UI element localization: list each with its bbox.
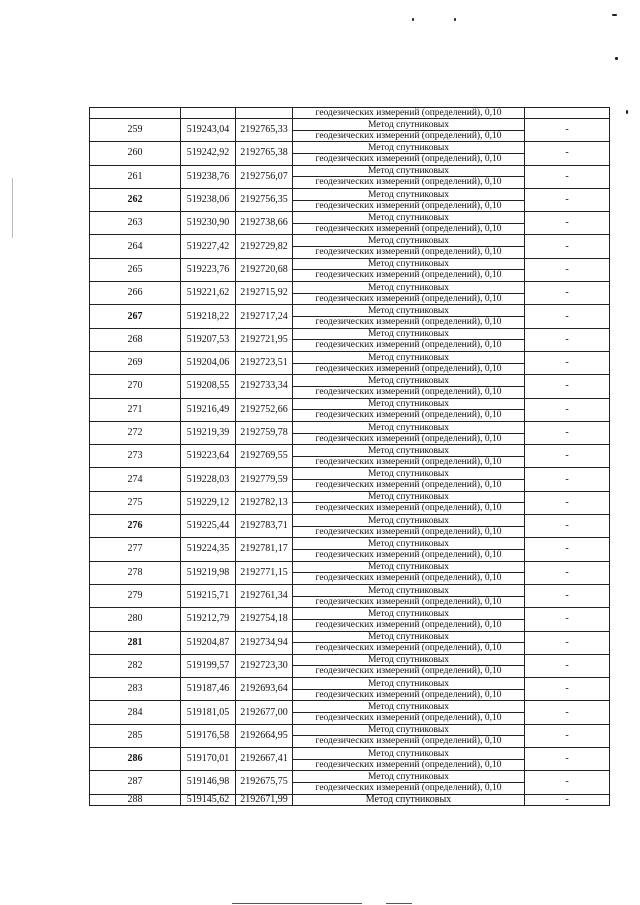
point-number-cell: 275 xyxy=(90,491,181,514)
x-coordinate-cell: 519187,46 xyxy=(181,678,236,701)
y-coordinate-cell: 2192738,66 xyxy=(236,212,293,235)
error-cell: - xyxy=(525,468,610,491)
table-row xyxy=(90,282,610,305)
x-coordinate-cell: 519238,76 xyxy=(181,165,236,188)
x-coordinate-cell: 519207,53 xyxy=(181,328,236,351)
method-accuracy: геодезических измерений (определений), 0,10 xyxy=(315,503,502,514)
scan-speck xyxy=(626,110,628,114)
y-coordinate-cell xyxy=(236,108,293,119)
method-accuracy: геодезических измерений (определений), 0,10 xyxy=(315,223,502,234)
table-row xyxy=(90,258,610,281)
table-row xyxy=(90,794,610,805)
method-cell xyxy=(293,701,525,724)
x-coordinate-cell: 519229,12 xyxy=(181,491,236,514)
method-accuracy: геодезических измерений (определений), 0,10 xyxy=(315,713,502,724)
method-accuracy: геодезических измерений (определений), 0,10 xyxy=(315,270,502,281)
method-title: Метод спутниковых xyxy=(293,562,525,573)
y-coordinate-cell: 2192782,13 xyxy=(236,491,293,514)
point-number-cell: 266 xyxy=(90,282,181,305)
footer-rule xyxy=(386,903,412,904)
coordinates-table xyxy=(89,107,610,806)
method-title: Метод спутниковых xyxy=(293,679,525,690)
table-row xyxy=(90,165,610,188)
table-row xyxy=(90,631,610,654)
y-coordinate-cell: 2192729,82 xyxy=(236,235,293,258)
x-coordinate-cell: 519242,92 xyxy=(181,142,236,165)
table-row xyxy=(90,328,610,351)
method-cell xyxy=(293,468,525,491)
point-number-cell: 274 xyxy=(90,468,181,491)
error-cell: - xyxy=(525,515,610,538)
point-number-cell: 286 xyxy=(90,748,181,771)
method-accuracy: геодезических измерений (определений), 0,10 xyxy=(315,130,502,141)
y-coordinate-cell: 2192720,68 xyxy=(236,258,293,281)
method-title: Метод спутниковых xyxy=(293,586,525,597)
scan-speck xyxy=(615,57,618,60)
point-number-cell: 272 xyxy=(90,421,181,444)
method-accuracy: геодезических измерений (определений), 0,10 xyxy=(315,433,502,444)
scan-edge-line xyxy=(12,178,13,238)
table-row xyxy=(90,515,610,538)
method-title: Метод спутниковых xyxy=(293,539,525,550)
method-accuracy: геодезических измерений (определений), 0,10 xyxy=(315,549,502,560)
point-number-cell: 287 xyxy=(90,771,181,794)
error-cell: - xyxy=(525,608,610,631)
method-cell xyxy=(293,212,525,235)
y-coordinate-cell: 2192693,64 xyxy=(236,678,293,701)
method-accuracy: геодезических измерений (определений), 0,10 xyxy=(315,410,502,421)
point-number-cell: 284 xyxy=(90,701,181,724)
method-title: Метод спутниковых xyxy=(293,655,525,666)
error-cell: - xyxy=(525,258,610,281)
coordinates-table-body xyxy=(90,108,610,806)
method-cell xyxy=(293,771,525,794)
method-title: Метод спутниковых xyxy=(293,329,525,340)
method-cell xyxy=(293,282,525,305)
point-number-cell: 260 xyxy=(90,142,181,165)
point-number-cell: 265 xyxy=(90,258,181,281)
x-coordinate-cell: 519227,42 xyxy=(181,235,236,258)
point-number-cell: 261 xyxy=(90,165,181,188)
error-cell: - xyxy=(525,724,610,747)
y-coordinate-cell: 2192733,34 xyxy=(236,375,293,398)
table-row xyxy=(90,188,610,211)
y-coordinate-cell: 2192783,71 xyxy=(236,515,293,538)
method-accuracy: геодезических измерений (определений), 0,10 xyxy=(315,666,502,677)
table-row xyxy=(90,724,610,747)
point-number-cell: 271 xyxy=(90,398,181,421)
error-cell: - xyxy=(525,561,610,584)
table-row xyxy=(90,491,610,514)
method-title: Метод спутниковых xyxy=(293,446,525,457)
x-coordinate-cell: 519199,57 xyxy=(181,654,236,677)
y-coordinate-cell: 2192765,33 xyxy=(236,119,293,142)
y-coordinate-cell: 2192664,95 xyxy=(236,724,293,747)
table-row xyxy=(90,584,610,607)
table-row xyxy=(90,212,610,235)
method-accuracy: геодезических измерений (определений), 0,10 xyxy=(315,153,502,164)
point-number-cell: 285 xyxy=(90,724,181,747)
x-coordinate-cell: 519219,39 xyxy=(181,421,236,444)
method-title: Метод спутниковых xyxy=(293,376,525,387)
method-title: Метод спутниковых xyxy=(293,306,525,317)
method-accuracy: геодезических измерений (определений), 0,10 xyxy=(315,247,502,258)
point-number-cell: 259 xyxy=(90,119,181,142)
y-coordinate-cell: 2192715,92 xyxy=(236,282,293,305)
method-title: Метод спутниковых xyxy=(293,190,525,201)
y-coordinate-cell: 2192675,75 xyxy=(236,771,293,794)
scan-speck xyxy=(612,14,617,16)
y-coordinate-cell: 2192677,00 xyxy=(236,701,293,724)
x-coordinate-cell: 519216,49 xyxy=(181,398,236,421)
table-row xyxy=(90,561,610,584)
error-cell: - xyxy=(525,375,610,398)
error-cell: - xyxy=(525,748,610,771)
error-cell: - xyxy=(525,701,610,724)
x-coordinate-cell: 519221,62 xyxy=(181,282,236,305)
method-accuracy: геодезических измерений (определений), 0,10 xyxy=(315,200,502,211)
error-cell: - xyxy=(525,119,610,142)
method-cell: Метод спутниковых xyxy=(293,794,525,805)
error-cell: - xyxy=(525,678,610,701)
method-title: Метод спутниковых xyxy=(293,492,525,503)
point-number-cell: 277 xyxy=(90,538,181,561)
method-cell xyxy=(293,305,525,328)
point-number-cell: 279 xyxy=(90,584,181,607)
error-cell: - xyxy=(525,305,610,328)
x-coordinate-cell: 519204,87 xyxy=(181,631,236,654)
point-number-cell: 288 xyxy=(90,794,181,805)
error-cell xyxy=(525,108,610,119)
x-coordinate-cell: 519181,05 xyxy=(181,701,236,724)
error-cell: - xyxy=(525,235,610,258)
error-cell: - xyxy=(525,771,610,794)
method-title: Метод спутниковых xyxy=(293,166,525,177)
method-accuracy: геодезических измерений (определений), 0,10 xyxy=(315,782,502,793)
method-title: Метод спутниковых xyxy=(293,516,525,527)
x-coordinate-cell: 519238,06 xyxy=(181,188,236,211)
footer-rule xyxy=(232,903,362,904)
y-coordinate-cell: 2192754,18 xyxy=(236,608,293,631)
error-cell: - xyxy=(525,165,610,188)
y-coordinate-cell: 2192756,35 xyxy=(236,188,293,211)
method-accuracy: геодезических измерений (определений), 0,10 xyxy=(315,619,502,630)
x-coordinate-cell: 519225,44 xyxy=(181,515,236,538)
y-coordinate-cell: 2192717,24 xyxy=(236,305,293,328)
method-accuracy: геодезических измерений (определений), 0,10 xyxy=(315,363,502,374)
method-cell xyxy=(293,235,525,258)
method-cell xyxy=(293,188,525,211)
error-cell: - xyxy=(525,794,610,805)
method-title: Метод спутниковых xyxy=(293,259,525,270)
method-accuracy: геодезических измерений (определений), 0,10 xyxy=(315,689,502,700)
table-row xyxy=(90,375,610,398)
error-cell: - xyxy=(525,398,610,421)
error-cell: - xyxy=(525,491,610,514)
x-coordinate-cell: 519176,58 xyxy=(181,724,236,747)
scan-speck xyxy=(454,18,456,21)
point-number-cell: 263 xyxy=(90,212,181,235)
x-coordinate-cell: 519145,62 xyxy=(181,794,236,805)
x-coordinate-cell: 519223,64 xyxy=(181,445,236,468)
error-cell: - xyxy=(525,212,610,235)
method-accuracy: геодезических измерений (определений), 0,10 xyxy=(315,643,502,654)
method-title: Метод спутниковых xyxy=(293,143,525,154)
table-row xyxy=(90,748,610,771)
error-cell: - xyxy=(525,421,610,444)
method-cell xyxy=(293,584,525,607)
point-number-cell: 267 xyxy=(90,305,181,328)
x-coordinate-cell: 519215,71 xyxy=(181,584,236,607)
method-accuracy: геодезических измерений (определений), 0,10 xyxy=(315,340,502,351)
method-accuracy: геодезических измерений (определений), 0,10 xyxy=(315,317,502,328)
method-cell xyxy=(293,561,525,584)
method-cell xyxy=(293,724,525,747)
error-cell: - xyxy=(525,538,610,561)
method-cell xyxy=(293,631,525,654)
error-cell: - xyxy=(525,142,610,165)
y-coordinate-cell: 2192781,17 xyxy=(236,538,293,561)
method-title: Метод спутниковых xyxy=(293,772,525,783)
method-title: Метод спутниковых xyxy=(293,283,525,294)
x-coordinate-cell: 519218,22 xyxy=(181,305,236,328)
error-cell: - xyxy=(525,328,610,351)
table-row xyxy=(90,398,610,421)
x-coordinate-cell: 519146,98 xyxy=(181,771,236,794)
method-accuracy: геодезических измерений (определений), 0,10 xyxy=(315,596,502,607)
x-coordinate-cell: 519208,55 xyxy=(181,375,236,398)
table-row xyxy=(90,538,610,561)
method-title: Метод спутниковых xyxy=(293,213,525,224)
error-cell: - xyxy=(525,584,610,607)
method-cell xyxy=(293,654,525,677)
method-cell xyxy=(293,445,525,468)
y-coordinate-cell: 2192771,15 xyxy=(236,561,293,584)
method-title: Метод спутниковых xyxy=(293,725,525,736)
method-cell xyxy=(293,538,525,561)
y-coordinate-cell: 2192756,07 xyxy=(236,165,293,188)
table-row xyxy=(90,701,610,724)
error-cell: - xyxy=(525,631,610,654)
point-number-cell: 273 xyxy=(90,445,181,468)
x-coordinate-cell: 519230,90 xyxy=(181,212,236,235)
method-title: Метод спутниковых xyxy=(293,120,525,131)
method-cell xyxy=(293,375,525,398)
y-coordinate-cell: 2192723,51 xyxy=(236,351,293,374)
method-cell xyxy=(293,678,525,701)
method-title: Метод спутниковых xyxy=(293,749,525,760)
table-row xyxy=(90,142,610,165)
table-row xyxy=(90,108,610,119)
y-coordinate-cell: 2192765,38 xyxy=(236,142,293,165)
table-row xyxy=(90,305,610,328)
error-cell: - xyxy=(525,351,610,374)
table-row xyxy=(90,771,610,794)
method-cell xyxy=(293,165,525,188)
method-accuracy: геодезических измерений (определений), 0,10 xyxy=(315,526,502,537)
table-row xyxy=(90,608,610,631)
x-coordinate-cell: 519243,04 xyxy=(181,119,236,142)
table-row xyxy=(90,421,610,444)
point-number-cell: 264 xyxy=(90,235,181,258)
point-number-cell: 262 xyxy=(90,188,181,211)
y-coordinate-cell: 2192761,34 xyxy=(236,584,293,607)
x-coordinate-cell: 519219,98 xyxy=(181,561,236,584)
x-coordinate-cell: 519228,03 xyxy=(181,468,236,491)
method-title: Метод спутниковых xyxy=(293,353,525,364)
x-coordinate-cell: 519223,76 xyxy=(181,258,236,281)
point-number-cell: 280 xyxy=(90,608,181,631)
method-title: Метод спутниковых xyxy=(293,423,525,434)
method-accuracy: геодезических измерений (определений), 0,10 xyxy=(315,736,502,747)
table-row xyxy=(90,468,610,491)
y-coordinate-cell: 2192721,95 xyxy=(236,328,293,351)
point-number-cell: 283 xyxy=(90,678,181,701)
x-coordinate-cell: 519170,01 xyxy=(181,748,236,771)
method-cell xyxy=(293,119,525,142)
method-text: геодезических измерений (определений), 0,10 xyxy=(315,108,502,118)
method-accuracy: геодезических измерений (определений), 0,10 xyxy=(315,480,502,491)
y-coordinate-cell: 2192671,99 xyxy=(236,794,293,805)
y-coordinate-cell: 2192734,94 xyxy=(236,631,293,654)
method-cell xyxy=(293,491,525,514)
method-accuracy: геодезических измерений (определений), 0,10 xyxy=(315,386,502,397)
y-coordinate-cell: 2192667,41 xyxy=(236,748,293,771)
x-coordinate-cell: 519204,06 xyxy=(181,351,236,374)
y-coordinate-cell: 2192723,30 xyxy=(236,654,293,677)
method-cell xyxy=(293,108,525,119)
point-number-cell: 278 xyxy=(90,561,181,584)
method-cell xyxy=(293,515,525,538)
point-number-cell: 268 xyxy=(90,328,181,351)
method-title: Метод спутниковых xyxy=(293,609,525,620)
method-accuracy: геодезических измерений (определений), 0,10 xyxy=(315,759,502,770)
method-accuracy: геодезических измерений (определений), 0,10 xyxy=(315,177,502,188)
y-coordinate-cell: 2192752,66 xyxy=(236,398,293,421)
y-coordinate-cell: 2192759,78 xyxy=(236,421,293,444)
x-coordinate-cell: 519212,79 xyxy=(181,608,236,631)
method-cell xyxy=(293,748,525,771)
method-cell xyxy=(293,258,525,281)
method-title: Метод спутниковых xyxy=(293,702,525,713)
method-cell xyxy=(293,142,525,165)
x-coordinate-cell: 519224,35 xyxy=(181,538,236,561)
method-title: Метод спутниковых xyxy=(293,236,525,247)
table-row xyxy=(90,119,610,142)
method-cell xyxy=(293,328,525,351)
point-number-cell xyxy=(90,108,181,119)
point-number-cell: 282 xyxy=(90,654,181,677)
table-row xyxy=(90,445,610,468)
table-row xyxy=(90,235,610,258)
y-coordinate-cell: 2192769,55 xyxy=(236,445,293,468)
method-accuracy: геодезических измерений (определений), 0,10 xyxy=(315,293,502,304)
error-cell: - xyxy=(525,445,610,468)
method-title: Метод спутниковых xyxy=(293,469,525,480)
method-cell xyxy=(293,608,525,631)
point-number-cell: 269 xyxy=(90,351,181,374)
method-cell xyxy=(293,398,525,421)
error-cell: - xyxy=(525,282,610,305)
method-title: Метод спутниковых xyxy=(293,632,525,643)
point-number-cell: 270 xyxy=(90,375,181,398)
method-accuracy: геодезических измерений (определений), 0,10 xyxy=(315,456,502,467)
method-cell xyxy=(293,421,525,444)
error-cell: - xyxy=(525,188,610,211)
table-row xyxy=(90,678,610,701)
table-row xyxy=(90,351,610,374)
table-row xyxy=(90,654,610,677)
method-accuracy: геодезических измерений (определений), 0,10 xyxy=(315,573,502,584)
error-cell: - xyxy=(525,654,610,677)
y-coordinate-cell: 2192779,59 xyxy=(236,468,293,491)
method-title: Метод спутниковых xyxy=(293,399,525,410)
scan-speck xyxy=(412,18,414,21)
x-coordinate-cell xyxy=(181,108,236,119)
point-number-cell: 281 xyxy=(90,631,181,654)
point-number-cell: 276 xyxy=(90,515,181,538)
method-cell xyxy=(293,351,525,374)
